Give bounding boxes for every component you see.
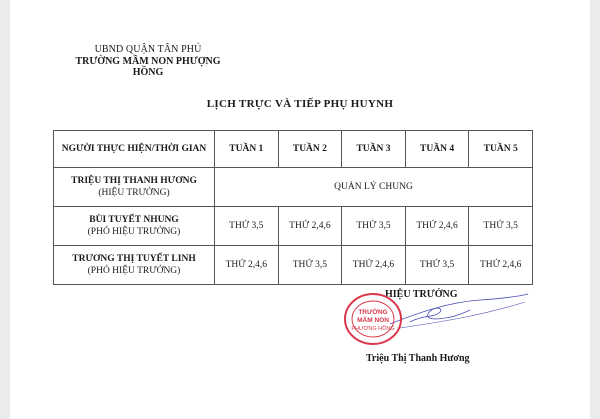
table-row (54, 246, 533, 285)
header-cell: TUẦN 1 (215, 131, 279, 168)
person-name: BÙI TUYẾT NHUNG (89, 215, 179, 225)
header-cell: TUẦN 2 (278, 131, 342, 168)
person-cell (54, 168, 215, 207)
duty-cell: THỨ 3,5 (215, 207, 279, 246)
duty-cell: THỨ 3,5 (342, 207, 406, 246)
authority-name: UBND QUẬN TÂN PHÚ (94, 44, 202, 55)
person-cell (54, 207, 215, 246)
person-cell (54, 246, 215, 285)
person-role: (HIỆU TRƯỞNG) (98, 188, 170, 198)
duty-cell: THỨ 3,5 (469, 207, 533, 246)
signer-name: Triệu Thị Thanh Hương (366, 353, 470, 364)
header-cell: TUẦN 5 (469, 131, 533, 168)
svg-text:PHƯỢNG HỒNG: PHƯỢNG HỒNG (351, 326, 395, 332)
svg-text:MẦM NON: MẦM NON (357, 317, 389, 324)
duty-cell: THỨ 2,4,6 (469, 246, 533, 285)
table-header-row (54, 131, 533, 168)
duty-cell: THỨ 3,5 (278, 246, 342, 285)
schedule-table (53, 130, 533, 285)
duty-cell: THỨ 2,4,6 (342, 246, 406, 285)
person-role: (PHÓ HIỆU TRƯỞNG) (87, 227, 181, 237)
duty-cell: THỨ 3,5 (405, 246, 469, 285)
merged-duty-cell: QUẢN LÝ CHUNG (215, 168, 533, 207)
header-cell: TUẦN 3 (342, 131, 406, 168)
duty-cell: THỨ 2,4,6 (278, 207, 342, 246)
table-row (54, 207, 533, 246)
person-role: (PHÓ HIỆU TRƯỞNG) (87, 266, 181, 276)
person-name: TRƯƠNG THỊ TUYẾT LINH (72, 254, 196, 264)
school-name: TRƯỜNG MẦM NON PHƯỢNG HỒNG (75, 56, 221, 78)
signature-title: HIỆU TRƯỞNG (385, 289, 458, 300)
header-cell: NGƯỜI THỰC HIỆN/THỜI GIAN (54, 131, 215, 168)
duty-cell: THỨ 2,4,6 (215, 246, 279, 285)
svg-text:TRƯỜNG: TRƯỜNG (358, 309, 388, 316)
duty-cell: THỨ 2,4,6 (405, 207, 469, 246)
table-row (54, 168, 533, 207)
header-cell: TUẦN 4 (405, 131, 469, 168)
organization-header (63, 44, 233, 78)
person-name: TRIỆU THỊ THANH HƯƠNG (71, 176, 197, 186)
document-title: LỊCH TRỰC VÀ TIẾP PHỤ HUYNH (206, 98, 394, 110)
school-seal-stamp (342, 291, 404, 347)
